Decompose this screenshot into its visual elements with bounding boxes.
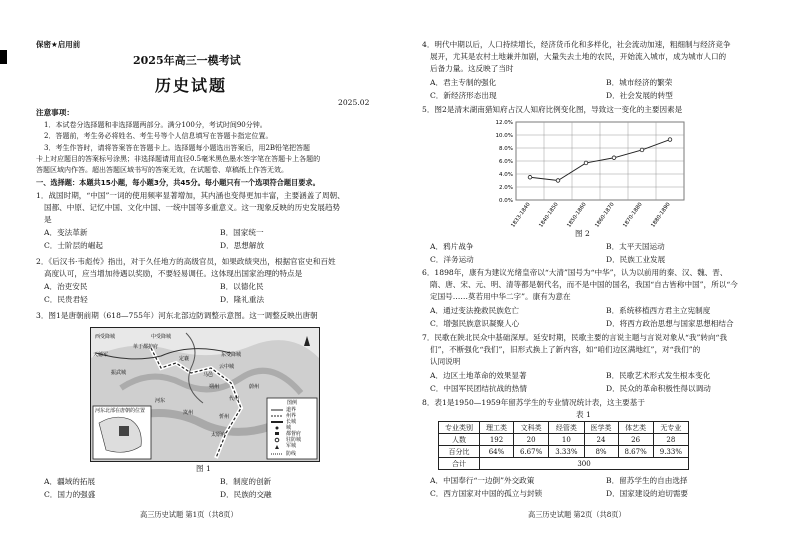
map-terrain xyxy=(91,328,319,461)
legend-item: 军城 xyxy=(286,443,297,449)
option-b[interactable]: B．国家统一 xyxy=(220,228,264,237)
table-cell: 专业类别 xyxy=(439,422,480,434)
map-label: 蔚州 xyxy=(249,384,260,390)
figure-caption: 图 2 xyxy=(575,229,590,238)
study-major-table xyxy=(438,421,689,470)
table-cell: 24 xyxy=(584,434,618,446)
option-a[interactable]: A．疆域的拓展 xyxy=(44,477,96,486)
option-d[interactable]: D．社会发展的转型 xyxy=(606,91,673,100)
legend-item: 防线 xyxy=(286,451,297,457)
legend-item: 州界 xyxy=(286,413,297,419)
table-cell: 192 xyxy=(480,434,514,446)
option-d[interactable]: D．国家建设的迫切需要 xyxy=(606,489,689,498)
y-tick-label: 0.0% xyxy=(499,198,513,204)
map-label: 定襄 xyxy=(179,356,190,362)
option-c[interactable]: C．中国军民团结抗战的热情 xyxy=(430,384,527,393)
data-point xyxy=(584,161,588,165)
note-line: 卡上对应题目的答案标号涂黑；非选择题请用直径0.5毫米黑色墨水签字笔在答题卡上各题的 xyxy=(36,155,321,163)
table-cell: 64% xyxy=(480,446,514,458)
legend-item: 道界 xyxy=(286,407,297,413)
option-a[interactable]: A．边区土地革命的效果显著 xyxy=(430,371,527,380)
option-b[interactable]: B．系统移植西方君主立宪制度 xyxy=(606,306,711,315)
table-cell: 百分比 xyxy=(439,446,480,458)
x-tick-label: 1880-1890 xyxy=(650,201,672,229)
table-cell: 体艺类 xyxy=(618,422,653,434)
question-line: 5．图2是清末湖南猎知府占汉人知府比例变化图，导致这一变化的主要因素是 xyxy=(422,105,683,114)
map-label: 东受降城 xyxy=(221,352,242,358)
table-cell: 8.67% xyxy=(618,446,653,458)
legend-item: 都督府 xyxy=(286,431,302,437)
map-label: 河东 xyxy=(155,398,166,404)
question-line: 国都、中原、记忆中国、文化中国、一统中国等多重意义。这一现象反映的历史发展趋势 xyxy=(44,203,341,212)
table-cell: 文科类 xyxy=(514,422,549,434)
option-a[interactable]: A．君主专制的强化 xyxy=(430,78,497,87)
table-cell: 医学类 xyxy=(584,422,618,434)
option-c[interactable]: C．洋务运动 xyxy=(430,255,474,264)
table-cell: 人数 xyxy=(439,434,480,446)
option-b[interactable]: B．民歌艺术形式发生根本变化 xyxy=(606,371,711,380)
data-point xyxy=(640,148,644,152)
question-line: 是 xyxy=(44,215,52,224)
question-line: 后备力量。这反映了当时 xyxy=(430,64,514,73)
table-cell: 6.67% xyxy=(514,446,549,458)
option-d[interactable]: D．民族工业发展 xyxy=(606,255,666,264)
page-footer: 高三历史试题 第2页（共8页） xyxy=(528,510,626,519)
confidential-label: 保密★启用前 xyxy=(36,40,81,49)
option-a[interactable]: A．中国奉行“一边倒”外交政策 xyxy=(430,476,535,485)
table-cell: 26 xyxy=(618,434,653,446)
map-label: 朔州 xyxy=(209,384,220,390)
option-b[interactable]: B．留苏学生的自由选择 xyxy=(606,476,688,485)
option-c[interactable]: C．民贵君轻 xyxy=(44,295,88,304)
section-heading: 一、选择题：本题共15小题，每小题3分，共45分。每小题只有一个选项符合题目要求。 xyxy=(36,178,320,187)
y-tick-label: 2.0% xyxy=(499,185,513,191)
y-tick-label: 4.0% xyxy=(499,172,513,178)
map-label: 马邑 xyxy=(203,372,214,378)
x-tick-label: 1870-1880 xyxy=(622,201,644,229)
question-line: 7．民歌在陕北民众中基础深厚。延安时期，民歌主要的言说主题与言说对象从“我”转向“我 xyxy=(422,333,728,342)
tang-hedong-map xyxy=(90,327,320,462)
figure-caption: 图 1 xyxy=(196,464,211,473)
option-c[interactable]: C．士阶层的崛起 xyxy=(44,241,103,250)
table-total-row xyxy=(439,458,689,470)
ratio-line-chart xyxy=(484,116,690,232)
question-line: 展开，尤其是农村土地兼并加剧，大量失去土地的农民，开始流入城市，成为城市人口的 xyxy=(430,52,727,61)
question-line: 们”，不断强化“我们”，旧形式换上了新内容，如“咱们边区满地红”，对“我们”的 xyxy=(430,345,701,354)
table-cell: 28 xyxy=(653,434,688,446)
question-line: 4．明代中期以后，人口持续增长，经济货币化和多样化，社会流动加速，粗细制与经济竞争 xyxy=(422,40,731,49)
option-d[interactable]: D．民族的交融 xyxy=(220,490,272,499)
table-header-row xyxy=(439,422,689,434)
table-cell: 经管类 xyxy=(549,422,584,434)
y-tick-label: 8.0% xyxy=(499,146,513,152)
data-point xyxy=(668,138,672,142)
option-b[interactable]: B．制度的创新 xyxy=(220,477,272,486)
page-2 xyxy=(410,0,790,551)
map-label: 振武城 xyxy=(111,370,127,376)
option-b[interactable]: B．城市经济的繁荣 xyxy=(606,78,673,87)
option-c[interactable]: C．西方国家对中国的孤立与封锁 xyxy=(430,489,543,498)
table-cell: 3.33% xyxy=(549,446,584,458)
question-line: 8．表1是1950—1959年留苏学生的专业情况统计表，这主要基于 xyxy=(422,398,645,407)
table-cell: 合计 xyxy=(439,458,480,470)
table-row xyxy=(439,434,689,446)
map-label: 忻州 xyxy=(219,414,230,420)
note-line: 1．本试卷分选择题和非选择题两部分。满分100分，考试时间90分钟。 xyxy=(44,121,267,129)
y-tick-label: 10.0% xyxy=(495,133,513,139)
map-label: 中受降城 xyxy=(151,334,172,340)
legend-title: 图例 xyxy=(287,400,298,406)
page-1 xyxy=(8,0,388,551)
option-c[interactable]: C．国力的强盛 xyxy=(44,490,96,499)
option-d[interactable]: D．民众的革命积极性得以调动 xyxy=(606,384,711,393)
inset-title: 河东北部在唐朝的位置 xyxy=(95,408,146,414)
table-cell: 8% xyxy=(584,446,618,458)
y-tick-label: 6.0% xyxy=(499,159,513,165)
map-label: 岚州 xyxy=(183,410,194,416)
question-line: 隋、唐、宋、元、明、清等都是朝代名，而不是中国的国名，我国“自古皆称中国”，所以“今 xyxy=(430,280,738,289)
map-label: 云中城 xyxy=(219,364,235,370)
table-cell: 20 xyxy=(514,434,549,446)
table-cell: 300 xyxy=(480,458,689,470)
note-line: 2．答题前，考生务必将姓名、考生号等个人信息填写在答题卡指定位置。 xyxy=(44,132,273,140)
question-line: 2．《后汉书·韦彪传》指出，对于久任地方的高级官员，如果政绩突出，根据官宦史和百姓 xyxy=(36,257,336,266)
map-label: 代州 xyxy=(229,396,240,402)
x-tick-label: 1860-1870 xyxy=(594,201,616,229)
table-title: 表 1 xyxy=(576,410,591,419)
option-a[interactable]: A．鸦片战争 xyxy=(430,242,474,251)
data-point xyxy=(612,156,616,160)
question-line: 1．战国时期，“中国”一词的使用频率显著增加，其内涵也变得更加丰富，主要涵盖了周朝、 xyxy=(36,191,345,200)
table-cell: 10 xyxy=(549,434,584,446)
table-cell: 9.33% xyxy=(653,446,688,458)
x-tick-label: 1850-1860 xyxy=(566,201,588,229)
table-cell: 理工类 xyxy=(480,422,514,434)
map-label: 西受降城 xyxy=(95,334,116,340)
option-c[interactable]: C．增强民族意识凝聚人心 xyxy=(430,319,520,328)
legend-item: 驻防城 xyxy=(286,437,302,443)
exam-date: 2025.02 xyxy=(338,98,370,107)
option-a[interactable]: A．通过变法挽救民族危亡 xyxy=(430,306,520,315)
notes-heading: 注意事项： xyxy=(36,108,74,117)
option-b[interactable]: B．太平天国运动 xyxy=(606,242,665,251)
y-tick-label: 12.0% xyxy=(495,120,513,126)
option-b[interactable]: B．以德化民 xyxy=(220,282,264,291)
exam-title: 2025年高三一模考试 xyxy=(133,54,241,67)
legend-item: 城 xyxy=(286,425,292,431)
binding-mark xyxy=(0,50,7,64)
question-line: 定国号……莫若用中华二字”。康有为意在 xyxy=(430,292,571,301)
option-d[interactable]: D．隆礼重法 xyxy=(220,295,265,304)
data-point xyxy=(556,179,560,183)
option-a[interactable]: A．治吏安民 xyxy=(44,282,88,291)
option-d[interactable]: D．思想解放 xyxy=(220,241,265,250)
option-a[interactable]: A．变法革新 xyxy=(44,228,88,237)
table-cell: 无专业 xyxy=(653,422,688,434)
chart-svg xyxy=(484,116,690,232)
map-label: 太原府 xyxy=(211,432,227,438)
question-line: 认同说明 xyxy=(430,357,461,366)
table-row xyxy=(439,446,689,458)
question-line: 高度认可，应当增加待遇以奖励，不要轻易调任。这体现出国家治理的特点是 xyxy=(44,269,303,278)
map-label: 单于都护府 xyxy=(133,344,159,350)
question-line: 3．图1是唐朝前期（618—755年）河东北部边防调整示意图。这一调整反映出唐朝 xyxy=(36,311,318,320)
option-d[interactable]: D．将西方政治思想与国家思想相结合 xyxy=(606,319,734,328)
option-c[interactable]: C．新经济形态出现 xyxy=(430,91,497,100)
note-line: 答题区域内作答。超出答题区域书写的答案无效，在试题卷、草稿纸上作答无效。 xyxy=(36,166,288,174)
note-line: 3．考生作答时，请将答案答在答题卡上。选择题每小题选出答案后，用2B铅笔把答题 xyxy=(44,144,311,152)
page-footer: 高三历史试题 第1页（共8页） xyxy=(140,510,238,519)
x-tick-label: 1833-1840 xyxy=(510,201,532,229)
question-line: 6．1898年，康有为建议光绪皇帝以“大清”国号为“中华”，认为以前用的秦、汉、魏、晋、 xyxy=(422,268,728,277)
map-label: 天德军 xyxy=(93,352,109,358)
x-tick-label: 1840-1850 xyxy=(538,201,560,229)
data-point xyxy=(528,175,532,179)
subject-title: 历史试题 xyxy=(155,76,228,95)
legend-item: 长城 xyxy=(286,419,297,425)
